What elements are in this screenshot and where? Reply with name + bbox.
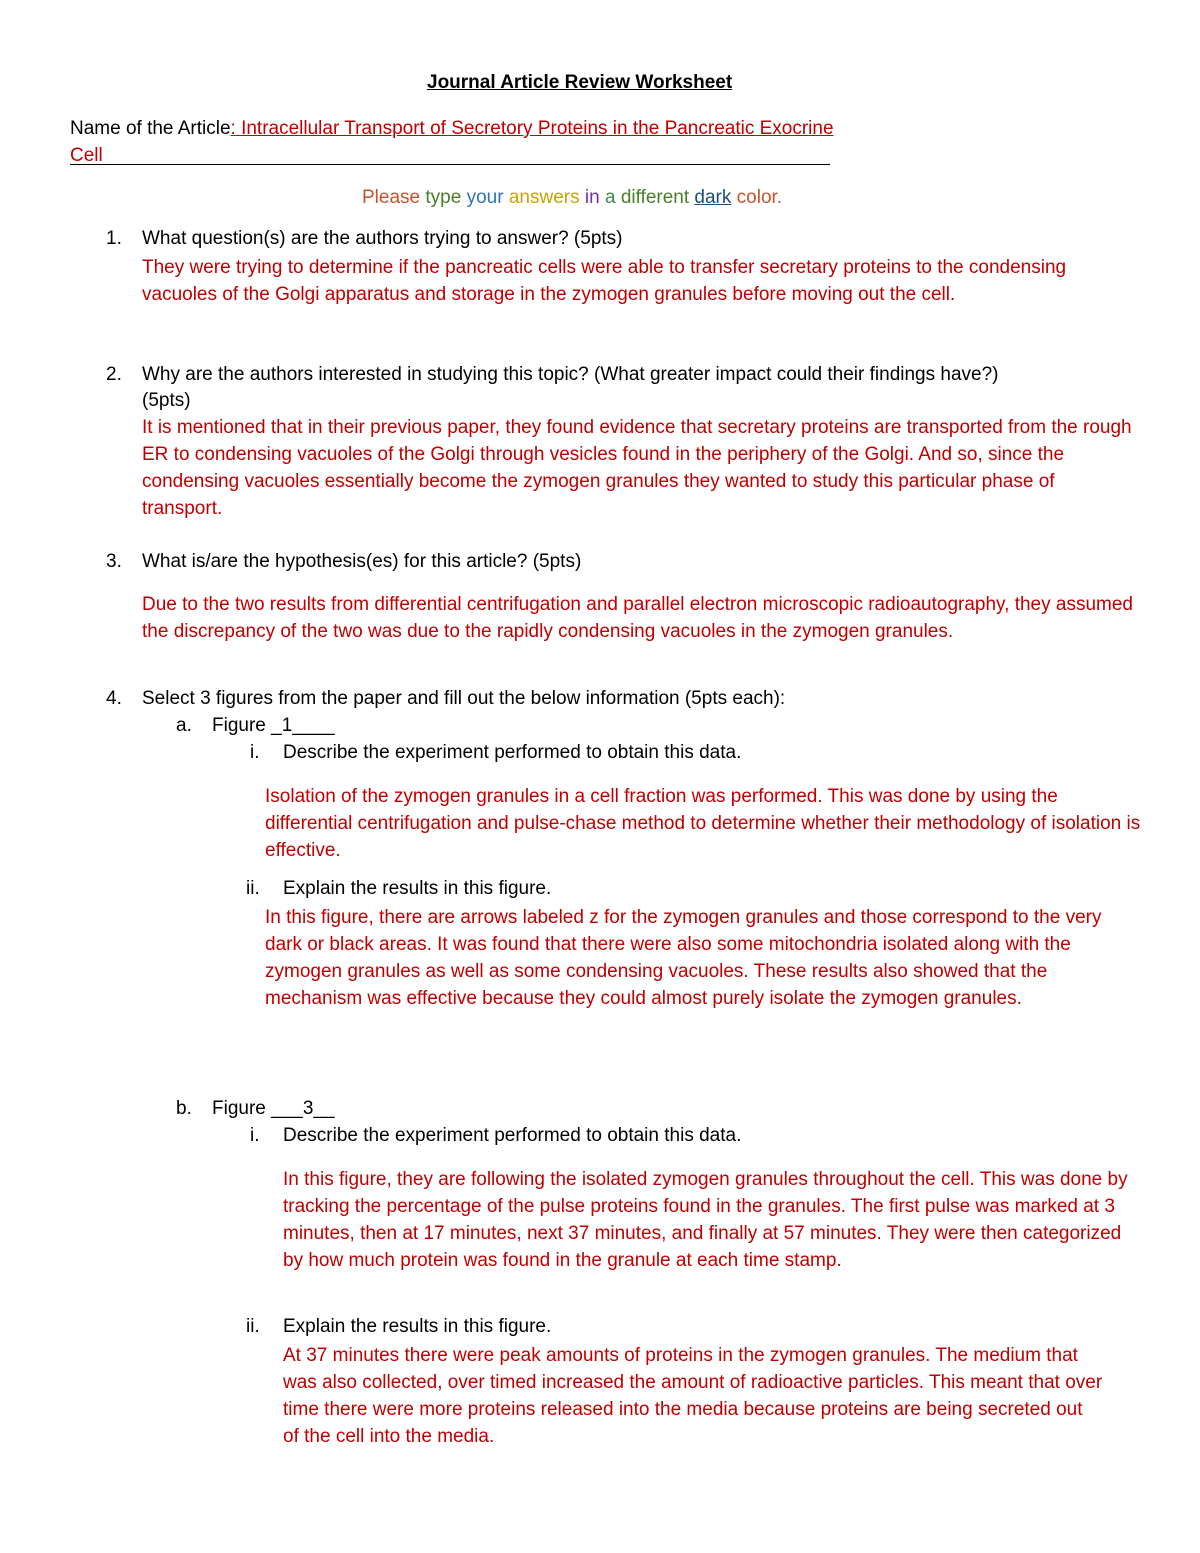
item-number: i. [250,742,260,763]
question-text: Select 3 figures from the paper and fill out the below information (5pts each): [142,688,786,709]
instruction-word: answers [508,187,580,208]
instruction-word: a [604,187,616,208]
article-name-line [70,118,834,140]
answer-text: In this figure, they are following the isolated zymogen granules throughout the cell. This was done by tracking the percentage of the pulse proteins found in the granules. The first pulse was marked at 3 minutes, then at 17 minutes, next 37 minutes, and finally at 57 minutes. They were then categorized by how much protein was found in the granule at each time stamp. [283,1169,1128,1271]
article-colon: : [230,118,236,139]
instruction-line [362,187,782,209]
item-prompt: Explain the results in this figure. [283,1316,552,1337]
question-text: What is/are the hypothesis(es) for this article? (5pts) [142,551,582,572]
figure-letter: b. [176,1098,192,1119]
question-text: Why are the authors interested in studying this topic? (What greater impact could their findings have?) [142,364,999,385]
question-text-cont: (5pts) [142,390,191,411]
item-prompt: Describe the experiment performed to obtain this data. [283,742,742,763]
figure-label: Figure ___3__ [212,1098,335,1119]
answer-text: They were trying to determine if the pancreatic cells were able to transfer secretary proteins to the condensing vacuoles of the Golgi apparatus and storage in the zymogen granules before moving out the cell. [142,257,1067,305]
instruction-word: different [620,187,690,208]
instruction-word: type [425,187,462,208]
item-number: ii. [246,1316,260,1337]
answer-text: Due to the two results from differential centrifugation and parallel electron microscopic radioautography, they assumed the discrepancy of the two was due to the rapidly condensing vacuoles in the zymogen granules. [142,594,1133,642]
answer-text: At 37 minutes there were peak amounts of proteins in the zymogen granules. The medium that was also collected, over timed increased the amount of radioactive particles. This meant that over time there were more proteins released into the media because proteins are being secreted out of the cell into the media. [283,1345,1103,1447]
page-title: Journal Article Review Worksheet [427,72,733,93]
answer-text: It is mentioned that in their previous paper, they found evidence that secretary proteins are transported from the rough ER to condensing vacuoles of the Golgi through vesicles found in the periphery of the Golgi. And so, since the condensing vacuoles essentially become the zymogen granules they wanted to study this particular phase of transport. [142,417,1132,519]
answer-text: Isolation of the zymogen granules in a cell fraction was performed. This was done by using the differential centrifugation and pulse-chase method to determine whether their methodology of isolation is effective. [265,786,1141,861]
instruction-word: dark [694,187,732,208]
instruction-word: color. [736,187,783,208]
article-title-line2: Cell [70,145,103,166]
item-prompt: Explain the results in this figure. [283,878,552,899]
question-number: 1. [106,228,122,249]
figure-letter: a. [176,715,192,736]
item-prompt: Describe the experiment performed to obtain this data. [283,1125,742,1146]
item-number: i. [250,1125,260,1146]
question-text: What question(s) are the authors trying to answer? (5pts) [142,228,623,249]
figure-label: Figure _1____ [212,715,335,736]
article-underline [70,164,830,165]
instruction-word: in [584,187,600,208]
article-title-line1: Intracellular Transport of Secretory Proteins in the Pancreatic Exocrine [235,118,834,139]
question-number: 4. [106,688,122,709]
item-number: ii. [246,878,260,899]
instruction-word: your [466,187,504,208]
question-number: 3. [106,551,122,572]
article-label: Name of the Article [70,118,231,139]
answer-text: In this figure, there are arrows labeled z for the zymogen granules and those correspond to the very dark or black areas. It was found that there were also some mitochondria isolated along with the zymogen granules as well as some condensing vacuoles. These results also showed that the mechanism was effective because they could almost purely isolate the zymogen granules. [265,907,1102,1009]
instruction-word: Please [362,187,421,208]
question-number: 2. [106,364,122,385]
